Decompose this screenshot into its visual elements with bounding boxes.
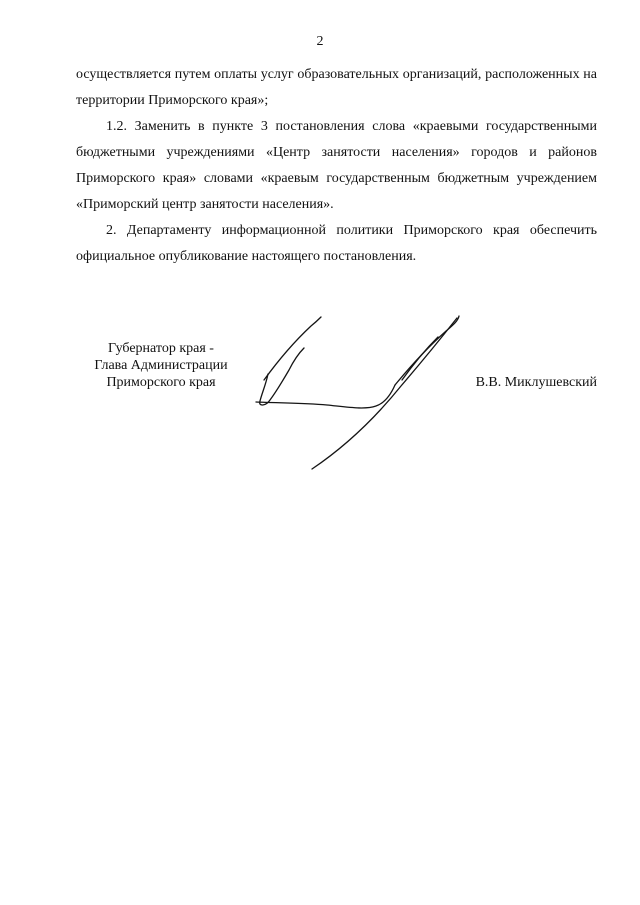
- paragraph-item-1-2: 1.2. Заменить в пункте 3 постановления слова «краевыми государственными бюджетными учреждениями «Центр занятости населения» городов и районов Приморского края» словами «краевым государственным бюджетным учреждением «Приморский центр занятости населения».: [76, 119, 597, 212]
- signature-stroke-short: [402, 337, 438, 380]
- signer-title-line-2: Глава Администрации: [94, 358, 228, 373]
- paragraph-continuation: осуществляется путем оплаты услуг образовательных организаций, расположенных на территории Приморского края»;: [76, 67, 597, 108]
- signer-title-line-3: Приморского края: [106, 375, 216, 390]
- signature-block: [76, 340, 597, 470]
- paragraph-item-2: 2. Департаменту информационной политики Приморского края обеспечить официальное опубликование настоящего постановления.: [76, 223, 597, 264]
- signature-stroke-long: [395, 316, 459, 385]
- signature-stroke-upper: [264, 317, 321, 380]
- document-body: [76, 62, 597, 270]
- handwritten-signature-icon: [252, 302, 472, 472]
- signer-name: В.В. Миклушевский: [475, 375, 597, 390]
- signer-title: [76, 340, 246, 391]
- signature-stroke-base: [256, 385, 395, 408]
- page-number: 2: [316, 34, 324, 49]
- signer-title-line-1: Губернатор края -: [108, 341, 214, 356]
